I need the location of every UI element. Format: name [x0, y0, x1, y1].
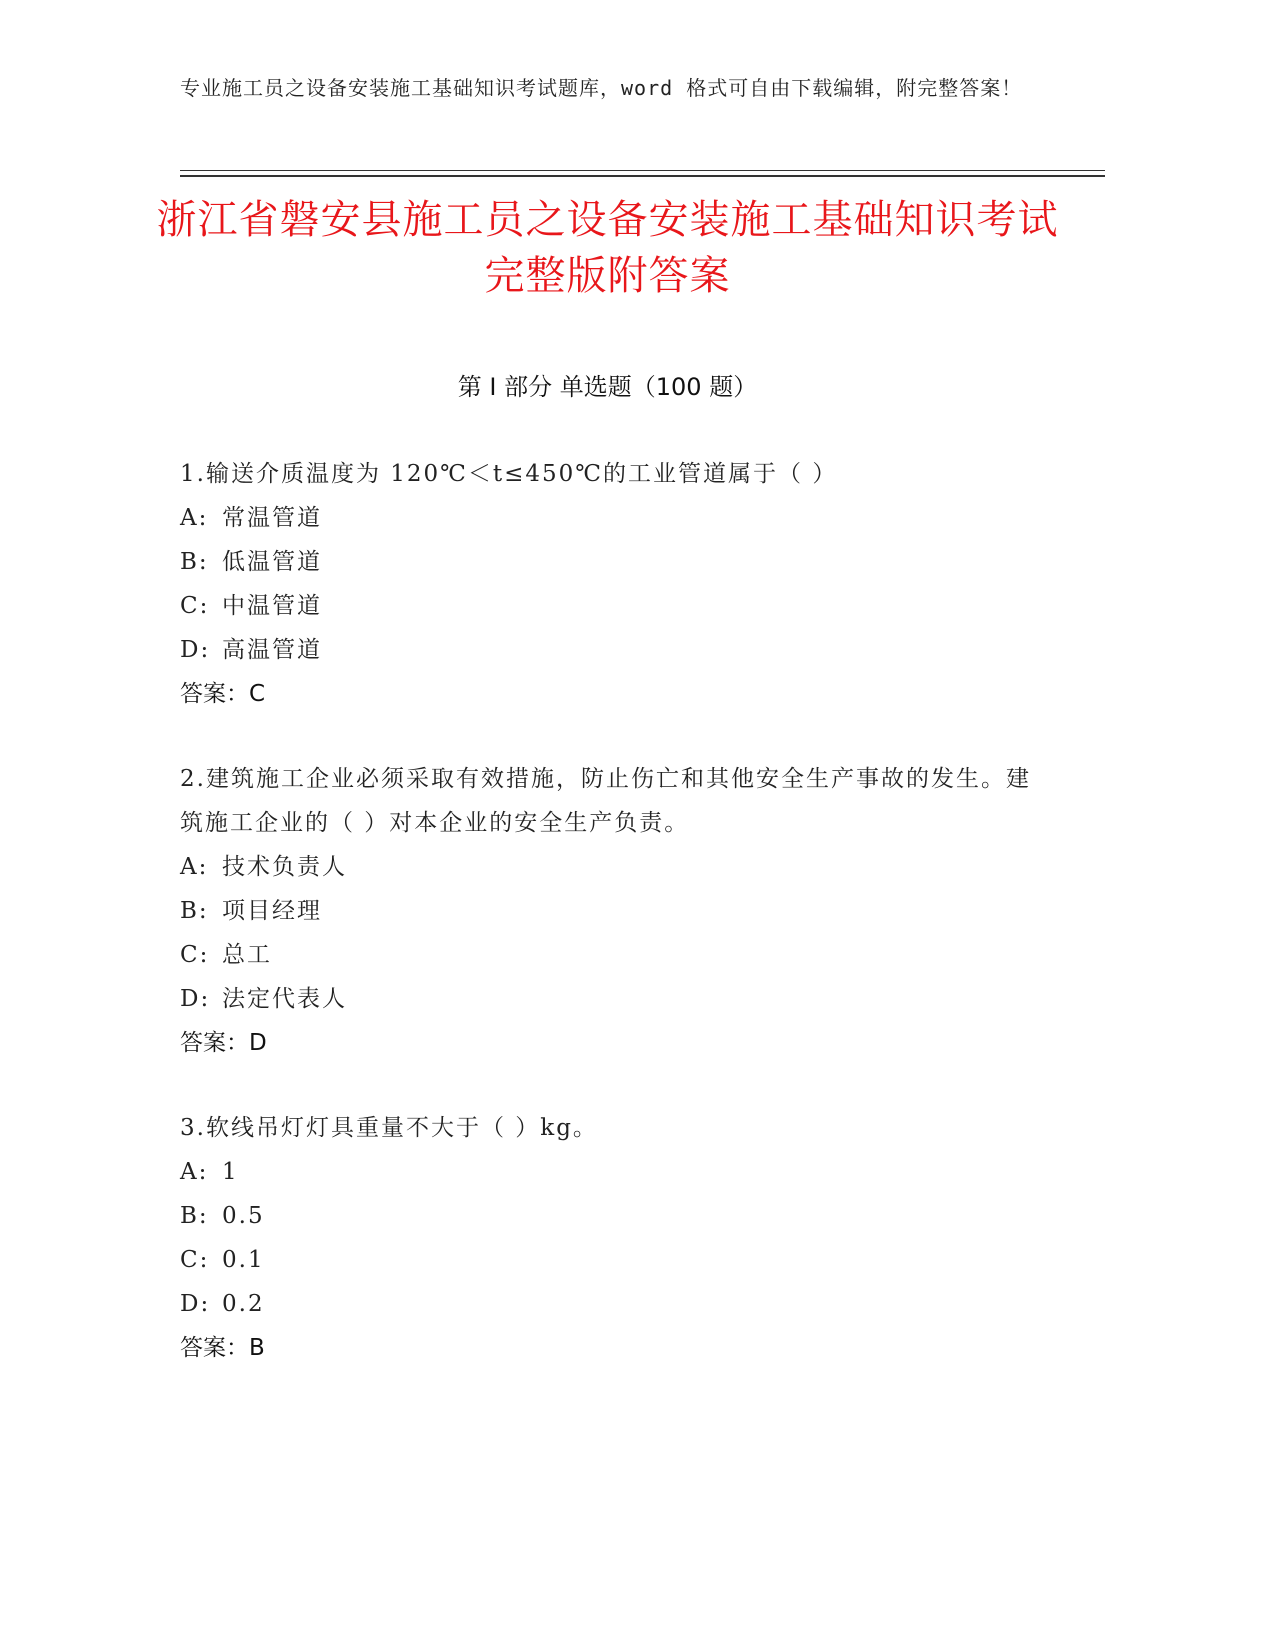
- option-text: 中温管道: [222, 593, 322, 619]
- section-title: 第 I 部分 单选题（100 题）: [457, 373, 758, 401]
- option-key: B:: [180, 1203, 209, 1229]
- option-key: A:: [180, 854, 209, 880]
- option-d: [180, 977, 1040, 1021]
- option-a: [180, 1150, 1040, 1194]
- option-a: [180, 496, 1040, 540]
- option-a: [180, 845, 1040, 889]
- option-key: A:: [180, 505, 209, 531]
- option-d: [180, 628, 1040, 672]
- option-text: 法定代表人: [222, 986, 347, 1012]
- document-title: 浙江省磐安县施工员之设备安装施工基础知识考试完整版附答案: [156, 197, 1059, 299]
- option-key: A:: [180, 1159, 209, 1185]
- header-divider-thick: [180, 175, 1105, 177]
- option-key: B:: [180, 898, 209, 924]
- header-divider-thin: [180, 170, 1105, 171]
- question-3: [180, 1106, 1040, 1370]
- option-text: 总工: [222, 942, 272, 968]
- option-d: [180, 1282, 1040, 1326]
- question-1: [180, 452, 1040, 716]
- option-key: C:: [180, 1247, 210, 1273]
- option-text: 技术负责人: [222, 854, 347, 880]
- option-b: [180, 1194, 1040, 1238]
- option-key: D:: [180, 986, 211, 1012]
- option-c: [180, 1238, 1040, 1282]
- option-key: D:: [180, 1291, 211, 1317]
- option-c: [180, 584, 1040, 628]
- option-text: 0.1: [222, 1247, 265, 1273]
- question-stem: 3.软线吊灯灯具重量不大于（ ）kg。: [180, 1115, 598, 1141]
- option-text: 0.5: [222, 1203, 265, 1229]
- option-key: D:: [180, 637, 211, 663]
- question-stem: 2.建筑施工企业必须采取有效措施，防止伤亡和其他安全生产事故的发生。建筑施工企业的（ ）对本企业的安全生产负责。: [180, 766, 1031, 836]
- option-key: C:: [180, 942, 210, 968]
- header-note: 专业施工员之设备安装施工基础知识考试题库，word 格式可自由下载编辑，附完整答案！: [180, 76, 1023, 100]
- option-b: [180, 540, 1040, 584]
- option-text: 常温管道: [222, 505, 322, 531]
- option-text: 1: [222, 1159, 239, 1185]
- question-2: [180, 757, 1040, 1065]
- answer: 答案：B: [180, 1335, 265, 1361]
- option-text: 低温管道: [222, 549, 322, 575]
- option-key: B:: [180, 549, 209, 575]
- option-text: 0.2: [222, 1291, 265, 1317]
- answer: 答案：D: [180, 1030, 267, 1056]
- question-stem: 1.输送介质温度为 120℃＜t≤450℃的工业管道属于（ ）: [180, 461, 838, 487]
- option-b: [180, 889, 1040, 933]
- option-c: [180, 933, 1040, 977]
- option-text: 项目经理: [222, 898, 322, 924]
- answer: 答案：C: [180, 681, 266, 707]
- option-key: C:: [180, 593, 210, 619]
- option-text: 高温管道: [222, 637, 322, 663]
